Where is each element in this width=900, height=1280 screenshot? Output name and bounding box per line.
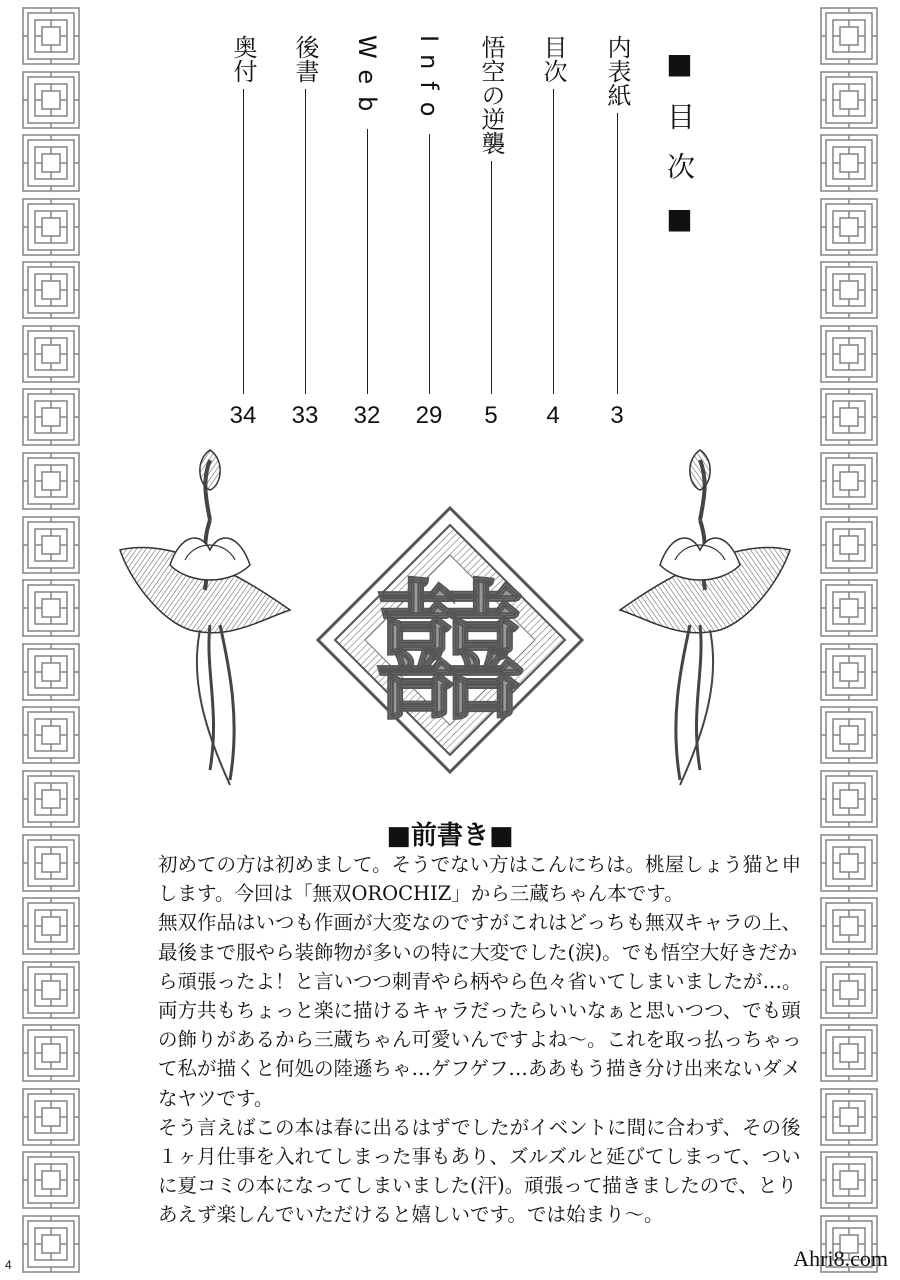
toc-entry-label: 奥付: [229, 35, 257, 83]
foreword-line: なヤツです。: [158, 1086, 274, 1110]
foreword-body: [158, 850, 802, 1230]
toc-entry-page: 33: [291, 402, 319, 429]
toc-entry-colophon[interactable]: [225, 35, 261, 430]
lattice-tile-icon: [21, 70, 81, 130]
toc-leader-line: [553, 89, 554, 394]
toc-entry-label: 目次: [539, 35, 567, 83]
foreword-line: に夏コミの本になってしまいました(汗)。頑張って描きましたので、とり: [158, 1174, 797, 1198]
toc-leader-line: [429, 134, 430, 394]
lattice-tile-icon: [21, 324, 81, 384]
lattice-tile-icon: [21, 1150, 81, 1210]
foreword-line: １ヶ月仕事を入れてしまった事もあり、ズルズルと延びてしまって、つい: [158, 1145, 801, 1169]
lattice-tile-icon: [819, 769, 879, 829]
toc-leader-line: [367, 129, 368, 394]
double-happiness-emblem: [315, 505, 585, 775]
double-happiness-glyph: 囍: [374, 565, 525, 741]
toc-entry-page: 34: [229, 402, 257, 429]
lattice-tile-icon: [21, 6, 81, 66]
foreword-line: 最後まで服やら装飾物が多いの特に大変でした(涙)。でも悟空大好きだか: [158, 940, 798, 964]
page-number: 4: [5, 1258, 12, 1272]
toc-leader-line: [305, 89, 306, 394]
toc-entry-label: 内表紙: [603, 35, 631, 107]
table-of-contents: [225, 35, 695, 435]
lattice-tile-icon: [21, 1023, 81, 1083]
toc-leader-line: [491, 161, 492, 394]
toc-entry-label: Info: [415, 35, 443, 129]
lattice-tile-icon: [21, 705, 81, 765]
foreword-line: あえず楽しんでいただけると嬉しいです。では始まり～。: [158, 1203, 664, 1227]
toc-leader-line: [617, 113, 618, 394]
lattice-tile-icon: [819, 1150, 879, 1210]
lattice-tile-icon: [21, 197, 81, 257]
toc-entry-label: 悟空の逆襲: [477, 35, 505, 155]
lattice-tile-icon: [21, 960, 81, 1020]
lattice-tile-icon: [819, 260, 879, 320]
lattice-tile-icon: [819, 1023, 879, 1083]
lattice-tile-icon: [21, 896, 81, 956]
lattice-tile-icon: [21, 1087, 81, 1147]
foreword-line: ら頑張ったよ！と言いつつ刺青やら柄やら色々省いてしまいましたが…。: [158, 969, 802, 993]
lattice-tile-icon: [819, 515, 879, 575]
lattice-tile-icon: [819, 642, 879, 702]
lattice-tile-icon: [819, 6, 879, 66]
toc-entry-page: 32: [353, 402, 381, 429]
foreword-line: の飾りがあるから三蔵ちゃん可愛いんですよね～。これを取っ払っちゃっ: [158, 1028, 802, 1052]
toc-title: ■目次■: [663, 47, 696, 257]
lattice-tile-icon: [819, 578, 879, 638]
lattice-tile-icon: [819, 451, 879, 511]
lattice-tile-icon: [21, 642, 81, 702]
foreword-heading: ■前書き■: [386, 821, 514, 851]
lattice-tile-icon: [819, 197, 879, 257]
lattice-tile-icon: [21, 833, 81, 893]
toc-entry-page: 29: [415, 402, 443, 429]
right-lotus-illustration: [600, 440, 800, 790]
toc-entry-page: 4: [546, 402, 560, 429]
toc-entry-page: 5: [484, 402, 498, 429]
toc-entry-story[interactable]: [473, 35, 509, 430]
toc-entry-web[interactable]: [349, 35, 385, 430]
lattice-tile-icon: [21, 515, 81, 575]
watermark: Ahri8.com: [793, 1246, 888, 1271]
toc-entry-afterword[interactable]: [287, 35, 323, 430]
lattice-tile-icon: [21, 260, 81, 320]
foreword-line: そう言えばこの本は春に出るはずでしたがイベントに間に合わず、その後: [158, 1115, 801, 1139]
lattice-tile-icon: [21, 1214, 81, 1274]
lattice-tile-icon: [21, 451, 81, 511]
lattice-tile-icon: [21, 133, 81, 193]
lattice-tile-icon: [819, 70, 879, 130]
toc-entry-contents[interactable]: [535, 35, 571, 430]
foreword-line: 両方共もちょっと楽に描けるキャラだったらいいなぁと思いつつ、でも頭: [158, 999, 801, 1023]
toc-entry-label: Web: [353, 35, 381, 124]
right-lattice-border: [818, 0, 880, 1280]
toc-leader-line: [243, 89, 244, 394]
lattice-tile-icon: [819, 133, 879, 193]
lattice-tile-icon: [819, 833, 879, 893]
lattice-tile-icon: [21, 769, 81, 829]
foreword-line: します。今回は「無双OROCHIZ」から三蔵ちゃん本です。: [158, 882, 684, 906]
lattice-tile-icon: [819, 705, 879, 765]
lattice-tile-icon: [21, 387, 81, 447]
foreword-line: て私が描くと何処の陸遜ちゃ…ゲフゲフ…ああもう描き分け出来ないダメ: [158, 1057, 801, 1081]
toc-entry-label: 後書: [291, 35, 319, 83]
toc-entry-inner-cover[interactable]: [599, 35, 635, 430]
left-lattice-border: [20, 0, 82, 1280]
lattice-tile-icon: [819, 896, 879, 956]
left-lotus-illustration: [110, 440, 310, 790]
lattice-tile-icon: [819, 324, 879, 384]
toc-entry-info[interactable]: [411, 35, 447, 430]
lattice-tile-icon: [819, 387, 879, 447]
toc-entry-page: 3: [610, 402, 624, 429]
lattice-tile-icon: [819, 960, 879, 1020]
foreword-line: 初めての方は初めまして。そうでない方はこんにちは。桃屋しょう猫と申: [158, 853, 802, 876]
lattice-tile-icon: [819, 1087, 879, 1147]
lattice-tile-icon: [21, 578, 81, 638]
foreword-line: 無双作品はいつも作画が大変なのですがこれはどっちも無双キャラの上、: [158, 911, 802, 935]
